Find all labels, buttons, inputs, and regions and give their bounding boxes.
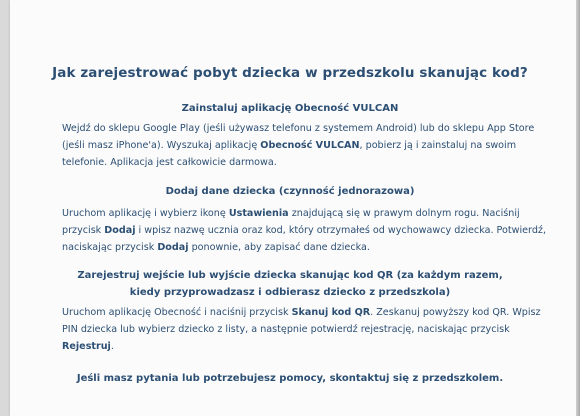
- text-line: Uruchom aplikację Obecność i naciśnij przycisk Skanuj kod QR. Zeskanuj powyższy kod QR. Wpisz: [62, 307, 541, 318]
- heading-line: Zarejestruj wejście lub wyjście dziecka skanując kod QR (za każdym razem,: [77, 270, 503, 281]
- scan-edge: [576, 0, 580, 416]
- section-heading-install: Zainstaluj aplikację Obecność VULCAN: [181, 103, 399, 114]
- app-name-highlight: Obecność VULCAN: [260, 140, 360, 151]
- text-line: przycisk Dodaj i wpisz nazwę ucznia oraz kod, który otrzymałeś od wychowawcy dziecka. Potwierdź,: [62, 225, 546, 236]
- settings-highlight: Ustawienia: [228, 208, 289, 219]
- section-text-install: [62, 120, 562, 171]
- section-text-register: [62, 304, 562, 355]
- section-text-add-child: [62, 205, 562, 256]
- register-highlight: Rejestruj: [62, 341, 111, 352]
- help-footer: Jeśli masz pytania lub potrzebujesz pomocy, skontaktuj się z przedszkolem.: [76, 373, 504, 384]
- text-line: (jeśli masz iPhone'a). Wyszukaj aplikację Obecność VULCAN, pobierz ją i zainstaluj na swoim: [62, 140, 517, 151]
- page-title: Jak zarejestrować pobyt dziecka w przedszkolu skanując kod?: [52, 65, 528, 81]
- text-line: Uruchom aplikację i wybierz ikonę Ustawienia znajdującą się w prawym dolnym rogu. Naciśnij: [62, 208, 520, 219]
- heading-line: kiedy przyprowadzasz i odbierasz dziecko z przedszkola): [129, 287, 451, 298]
- text-line: Rejestruj.: [62, 341, 114, 352]
- add-highlight: Dodaj: [157, 242, 189, 253]
- text-line: PIN dziecka lub wybierz dziecko z listy, a następnie potwierdź rejestrację, naciskając przycisk: [62, 324, 510, 335]
- section-heading-register: [0, 267, 580, 301]
- scan-qr-highlight: Skanuj kod QR: [291, 307, 371, 318]
- text-line: naciskając przycisk Dodaj ponownie, aby zapisać dane dziecka.: [62, 242, 370, 253]
- add-highlight: Dodaj: [104, 225, 136, 236]
- text-line: Wejdź do sklepu Google Play (jeśli używasz telefonu z systemem Android) lub do sklepu App Store: [62, 123, 535, 134]
- text-line: telefonie. Aplikacja jest całkowicie darmowa.: [62, 157, 277, 168]
- section-heading-add-child: Dodaj dane dziecka (czynność jednorazowa): [165, 186, 415, 197]
